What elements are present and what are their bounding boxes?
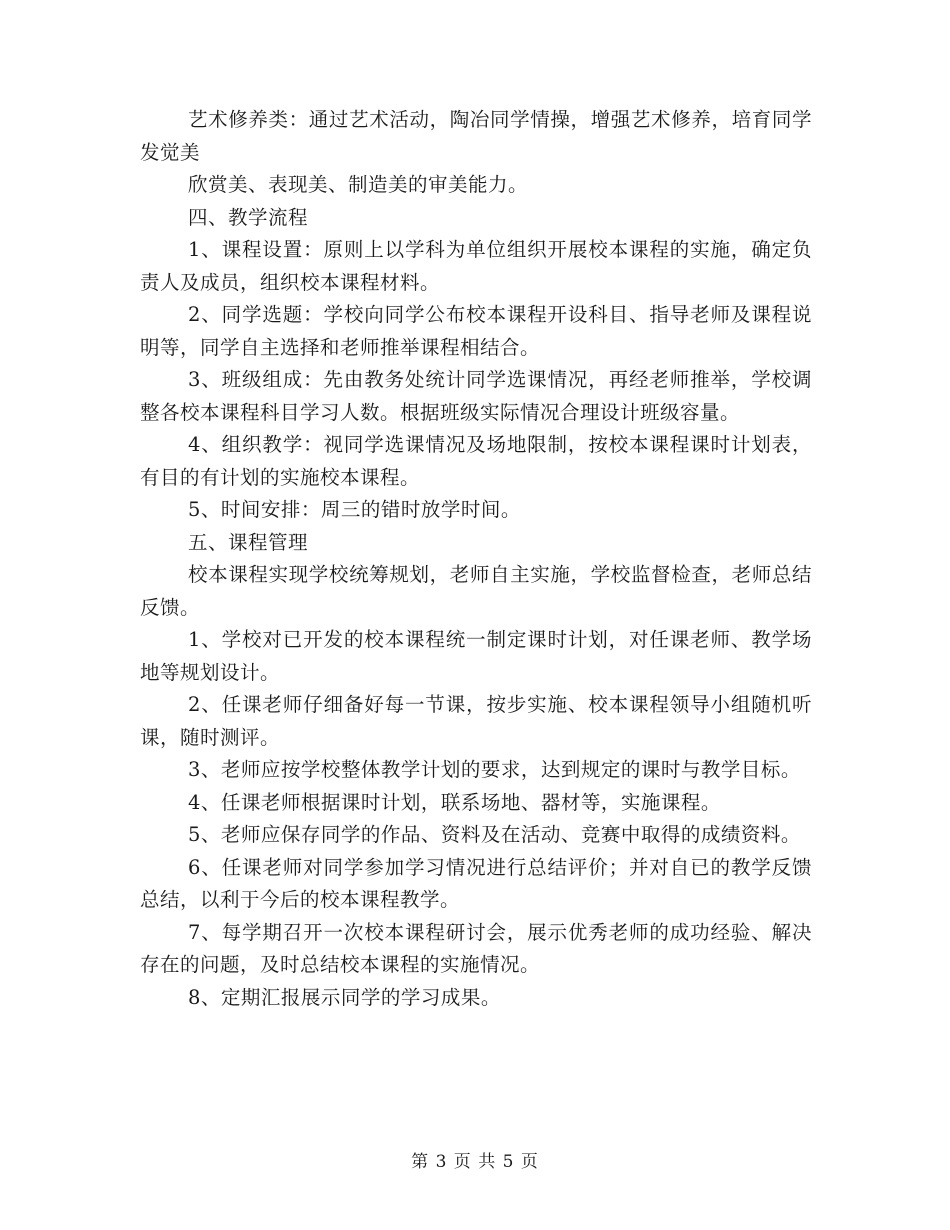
paragraph-management-item-5: 5、老师应保存同学的作品、资料及在活动、竞赛中取得的成绩资料。: [188, 823, 801, 846]
document-body: [140, 104, 812, 1014]
paragraph-class-formation: 3、班级组成：先由教务处统计同学选课情况，再经老师推举，学校调整各校本课程科目学习人数。根据班级实际情况合理设计班级容量。: [140, 368, 812, 424]
paragraph-management-item-1: 1、学校对已开发的校本课程统一制定课时计划，对任课老师、教学场地等规划设计。: [140, 628, 812, 684]
paragraph-management-item-3: 3、老师应按学校整体教学计划的要求，达到规定的课时与教学目标。: [188, 758, 801, 781]
paragraph-management-item-6: 6、任课老师对同学参加学习情况进行总结评价；并对自已的教学反馈总结，以利于今后的校本课程教学。: [140, 855, 812, 911]
paragraph-management-item-2: 2、任课老师仔细备好每一节课，按步实施、校本课程领导小组随机听课，随时测评。: [140, 693, 812, 749]
paragraph-time-arrangement: 5、时间安排：周三的错时放学时间。: [188, 498, 521, 521]
paragraph-organize-teaching: 4、组织教学：视同学选课情况及场地限制，按校本课程课时计划表，有目的有计划的实施校本课程。: [140, 433, 812, 489]
paragraph-management-item-4: 4、任课老师根据课时计划，联系场地、器材等，实施课程。: [188, 790, 721, 814]
page-number-footer: 第 3 页 共 5 页: [411, 1152, 539, 1172]
paragraph-student-topic-selection: 2、同学选题：学校向同学公布校本课程开设科目、指导老师及课程说明等，同学自主选择和老师推举课程相结合。: [140, 303, 812, 359]
paragraph-management-item-8: 8、定期汇报展示同学的学习成果。: [188, 985, 501, 1009]
paragraph-management-overview: 校本课程实现学校统筹规划，老师自主实施，学校监督检查，老师总结反馈。: [140, 563, 812, 619]
paragraph-course-setup: 1、课程设置：原则上以学科为单位组织开展校本课程的实施，确定负责人及成员，组织校本课程材料。: [140, 238, 812, 294]
paragraph-art-cultivation: 艺术修养类：通过艺术活动，陶冶同学情操，增强艺术修养，培育同学发觉美: [140, 108, 812, 164]
paragraph-management-item-7: 7、每学期召开一次校本课程研讨会，展示优秀老师的成功经验、解决存在的问题，及时总结校本课程的实施情况。: [140, 920, 812, 976]
section-heading-teaching-process: 四、教学流程: [188, 205, 309, 229]
paragraph-aesthetic-ability: 欣赏美、表现美、制造美的审美能力。: [188, 173, 529, 196]
section-heading-course-management: 五、课程管理: [188, 530, 309, 554]
